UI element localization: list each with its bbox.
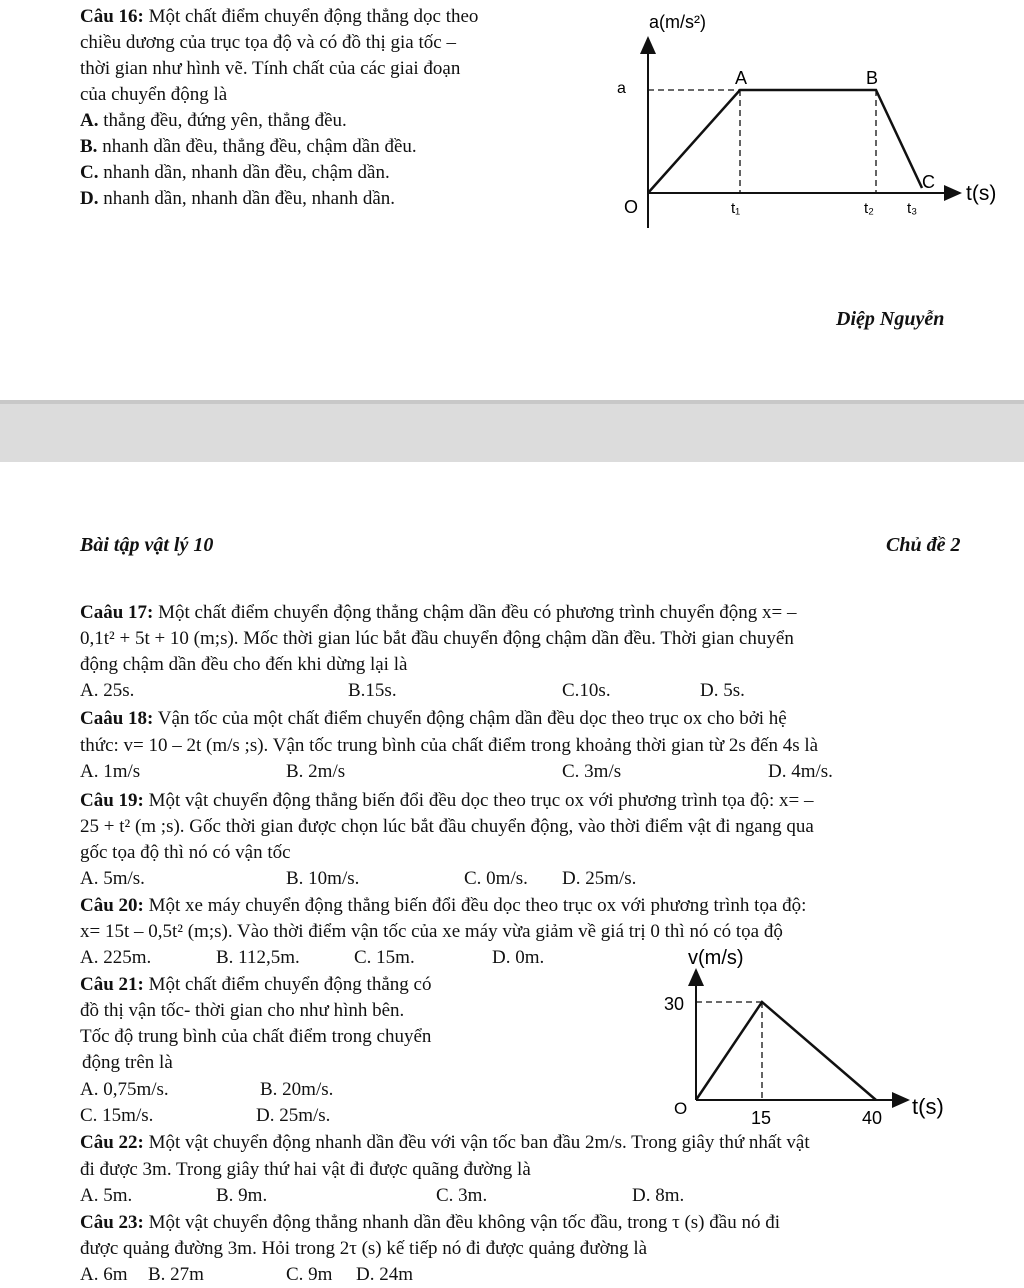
point-b-label: B xyxy=(866,68,879,88)
q19-label: Câu 19: xyxy=(80,790,144,811)
t1-label: t₁ xyxy=(731,200,741,217)
q20-line-2: x= 15t – 0,5t² (m;s). Vào thời điểm vận tốc của xe máy vừa giảm về giá trị 0 thì nó có tọa độ xyxy=(80,921,783,942)
q16-option-a: A. thẳng đều, đứng yên, thẳng đều. xyxy=(80,110,347,131)
v-origin-label: O xyxy=(674,1099,688,1118)
q22-option-d: D. 8m. xyxy=(632,1185,685,1206)
q18-option-d: D. 4m/s. xyxy=(768,761,833,782)
q18-option-b: B. 2m/s xyxy=(286,761,346,782)
q19-line-2: 25 + t² (m ;s). Gốc thời gian được chọn lúc bắt đầu chuyển động, vào thời điểm vật đi ngang qua xyxy=(80,816,814,837)
q17-label: Caâu 17: xyxy=(80,602,154,623)
q21-option-d: D. 25m/s. xyxy=(256,1105,331,1126)
q20-option-a: A. 225m. xyxy=(80,947,152,968)
q20-line-1: Một xe máy chuyển động thẳng biến đổi đều dọc theo trục ox với phương trình tọa độ: xyxy=(148,895,807,916)
q21-option-c: C. 15m/s. xyxy=(80,1105,154,1126)
q21-line-3: Tốc độ trung bình của chất điểm trong chuyển xyxy=(80,1026,432,1047)
q22-line-1: Một vật chuyển động nhanh dần đều với vận tốc ban đầu 2m/s. Trong giây thứ nhất vật xyxy=(148,1132,810,1153)
q18-line-2: thức: v= 10 – 2t (m/s ;s). Vận tốc trung bình của chất điểm trong khoảng thời gian từ 2s đến 4s là xyxy=(80,735,819,756)
q17-option-c: C.10s. xyxy=(562,680,611,701)
q18-option-a: A. 1m/s xyxy=(80,761,141,782)
page-header-right: Chủ đề 2 xyxy=(886,534,961,556)
q16-label: Câu 16: xyxy=(80,6,144,27)
q16-line-2: chiều dương của trục tọa độ và có đồ thị gia tốc – xyxy=(80,32,456,53)
v-axis-ylabel: v(m/s) xyxy=(688,947,744,969)
q23-option-b: B. 27m xyxy=(148,1264,204,1285)
q21-line-4: động trên là xyxy=(82,1052,173,1073)
q22-label: Câu 22: xyxy=(80,1132,144,1153)
author-signature: Diệp Nguyễn xyxy=(836,308,945,330)
q16-line-4: của chuyển động là xyxy=(80,84,228,105)
velocity-time-graph xyxy=(640,938,960,1133)
q22-line-2: đi được 3m. Trong giây thứ hai vật đi được quãng đường là xyxy=(80,1159,531,1180)
t-end-label: 40 xyxy=(862,1108,883,1128)
page-header-left: Bài tập vật lý 10 xyxy=(80,534,214,556)
q20-option-c: C. 15m. xyxy=(354,947,415,968)
q19-option-a: A. 5m/s. xyxy=(80,868,145,889)
q16-line-1: Một chất điểm chuyển động thẳng dọc theo xyxy=(148,6,479,27)
q19-line-1: Một vật chuyển động thẳng biến đổi đều dọc theo trục ox với phương trình tọa độ: x= – xyxy=(148,790,814,811)
q23-line-2: được quảng đường 3m. Hỏi trong 2τ (s) kế tiếp nó đi được quảng đường là xyxy=(80,1238,648,1259)
q22-option-a: A. 5m. xyxy=(80,1185,133,1206)
q19-option-d: D. 25m/s. xyxy=(562,868,637,889)
q17-line-2: 0,1t² + 5t + 10 (m;s). Mốc thời gian lúc bắt đầu chuyển động chậm dần đều. Thời gian chuyển xyxy=(80,628,794,649)
a-axis-xlabel: t(s) xyxy=(966,182,997,205)
page-separator xyxy=(0,400,1024,462)
a-graph-line xyxy=(648,90,922,193)
q21-line-1: Một chất điểm chuyển động thẳng có xyxy=(148,974,432,995)
point-c-label: C xyxy=(922,172,935,192)
q20-label: Câu 20: xyxy=(80,895,144,916)
t3-label: t₃ xyxy=(907,200,918,217)
q18-line-1: Vận tốc của một chất điểm chuyển động chậm dần đều dọc theo trục ox cho bởi hệ xyxy=(157,708,787,729)
q21-line-2: đồ thị vận tốc- thời gian cho như hình bên. xyxy=(80,1000,405,1021)
q20-option-d: D. 0m. xyxy=(492,947,545,968)
q16-line-3: thời gian như hình vẽ. Tính chất của các giai đoạn xyxy=(80,58,461,79)
t-peak-label: 15 xyxy=(751,1108,772,1128)
q22-option-c: C. 3m. xyxy=(436,1185,488,1206)
t2-label: t₂ xyxy=(864,200,874,217)
q23-line-1: Một vật chuyển động thẳng nhanh dần đều không vận tốc đầu, trong τ (s) đầu nó đi xyxy=(148,1212,780,1233)
v-peak-label: 30 xyxy=(664,994,685,1014)
q18-label: Caâu 18: xyxy=(80,708,154,729)
q19-option-b: B. 10m/s. xyxy=(286,868,360,889)
q23-option-a: A. 6m xyxy=(80,1264,128,1285)
q23-option-c: C. 9m xyxy=(286,1264,333,1285)
q21-option-a: A. 0,75m/s. xyxy=(80,1079,169,1100)
q16-option-b: B. nhanh dần đều, thẳng đều, chậm dần đều. xyxy=(80,136,417,157)
a-level-label: a xyxy=(617,80,626,97)
q17-option-b: B.15s. xyxy=(348,680,397,701)
q17-line-1: Một chất điểm chuyển động thẳng chậm dần đều có phương trình chuyển động x= – xyxy=(158,602,797,623)
q16-option-c: C. nhanh dần, nhanh dần đều, chậm dần. xyxy=(80,162,390,183)
v-axis-xlabel: t(s) xyxy=(912,1094,944,1119)
q16-option-d: D. nhanh dần, nhanh dần đều, nhanh dần. xyxy=(80,188,396,209)
a-axis-ylabel: a(m/s²) xyxy=(649,12,706,32)
point-a-label: A xyxy=(735,68,748,88)
q17-line-3: động chậm dần đều cho đến khi dừng lại là xyxy=(80,654,408,675)
q23-label: Câu 23: xyxy=(80,1212,144,1233)
q19-option-c: C. 0m/s. xyxy=(464,868,528,889)
a-origin-label: O xyxy=(624,197,639,217)
v-graph-line xyxy=(696,1002,876,1100)
q22-option-b: B. 9m. xyxy=(216,1185,268,1206)
q18-option-c: C. 3m/s xyxy=(562,761,622,782)
q17-option-d: D. 5s. xyxy=(700,680,745,701)
q23-option-d: D. 24m xyxy=(356,1264,413,1285)
q20-option-b: B. 112,5m. xyxy=(216,947,300,968)
q17-option-a: A. 25s. xyxy=(80,680,135,701)
q21-option-b: B. 20m/s. xyxy=(260,1079,334,1100)
acceleration-time-graph xyxy=(600,0,1020,240)
q19-line-3: gốc tọa độ thì nó có vận tốc xyxy=(80,842,291,863)
q21-label: Câu 21: xyxy=(80,974,144,995)
